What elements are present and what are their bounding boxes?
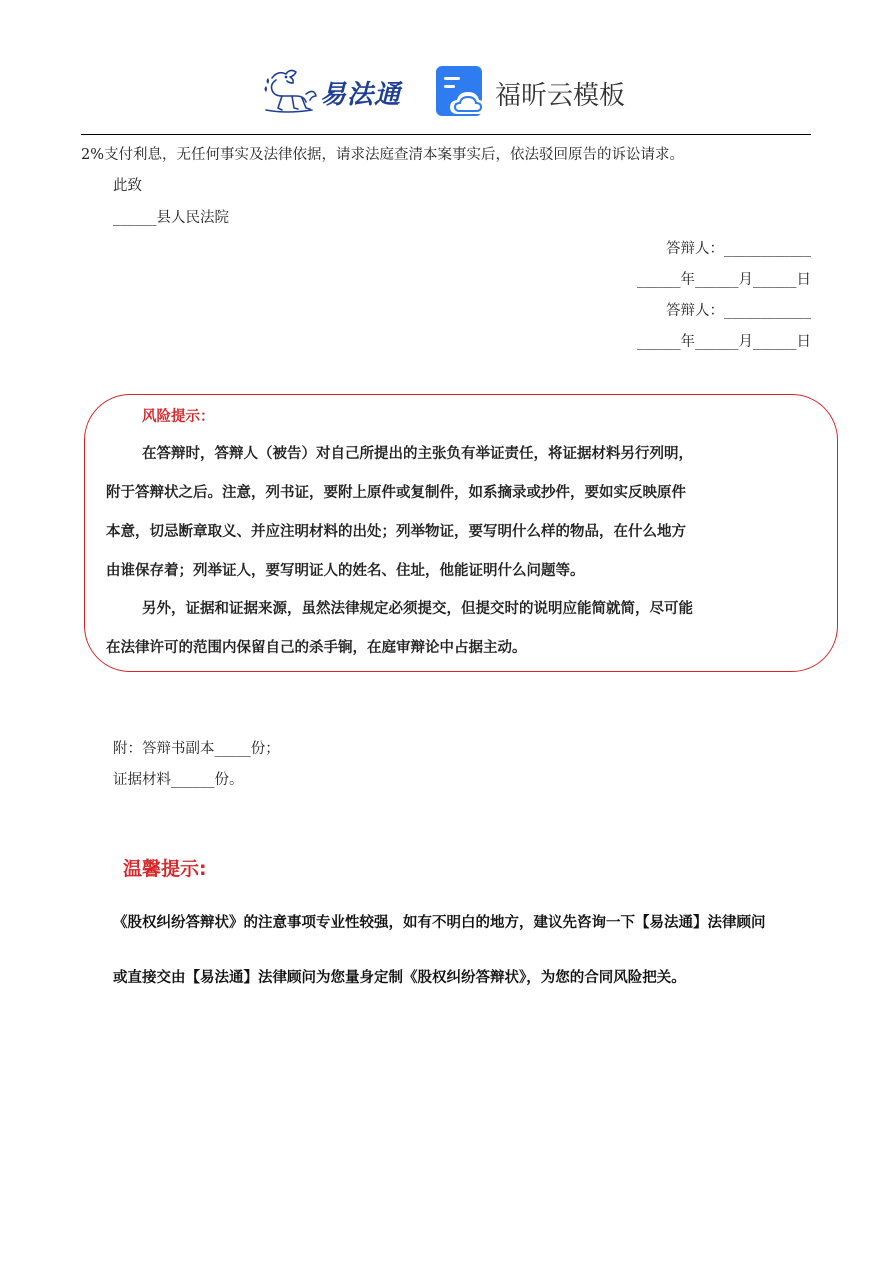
- risk-line: 附于答辩状之后。注意，列书证，要附上原件或复制件，如系摘录或抄件，要如实反映原件: [106, 485, 686, 501]
- header-divider: [81, 134, 811, 135]
- risk-line: 由谁保存着；列举证人，要写明证人的姓名、住址，他能证明什么问题等。: [106, 563, 585, 579]
- risk-line: 本意，切忌断章取义、并应注明材料的出处；列举物证，要写明什么样的物品，在什么地方: [106, 524, 686, 540]
- court-name: ______县人民法院: [113, 210, 229, 226]
- risk-line: 在答辩时，答辩人（被告）对自己所提出的主张负有举证责任，将证据材料另行列明，: [142, 446, 693, 462]
- respondent-signature-2: 答辩人：____________: [666, 303, 811, 319]
- respondent-signature-1: 答辩人：____________: [666, 241, 811, 257]
- risk-line: 在法律许可的范围内保留自己的杀手锏，在庭审辩论中占据主动。: [106, 640, 527, 656]
- warm-tip-title: 温馨提示:: [123, 858, 207, 880]
- salutation: 此致: [113, 178, 142, 194]
- attachment-copies: 附：答辩书副本_____份；: [113, 741, 280, 757]
- attachment-evidence: 证据材料______份。: [113, 772, 244, 788]
- warm-tip-line-2: 或直接交由【易法通】法律顾问为您量身定制《股权纠纷答辩状》，为您的合同风险把关。: [113, 969, 686, 986]
- yifatong-logo: [262, 64, 412, 120]
- qilin-beast-icon: [262, 64, 320, 120]
- date-line-1: ______年______月______日: [637, 272, 811, 288]
- page-header: [0, 56, 893, 126]
- fuxin-brand-text: 福昕云模板: [495, 81, 626, 111]
- cloud-document-icon: [436, 66, 486, 118]
- warm-tip-line-1: 《股权纠纷答辩状》的注意事项专业性较强，如有不明白的地方，建议先咨询一下【易法通】法律顾问: [113, 914, 766, 931]
- yifatong-brand-text: 易法通: [320, 80, 402, 110]
- risk-notice-title: 风险提示：: [142, 409, 215, 425]
- risk-line: 另外，证据和证据来源，虽然法律规定必须提交，但提交时的说明应能简就简，尽可能: [142, 601, 693, 617]
- fuxin-logo: [436, 66, 636, 118]
- date-line-2: ______年______月______日: [637, 334, 811, 350]
- body-line-request: 2%支付利息，无任何事实及法律依据，请求法庭查清本案事实后，依法驳回原告的诉讼请求。: [81, 147, 684, 163]
